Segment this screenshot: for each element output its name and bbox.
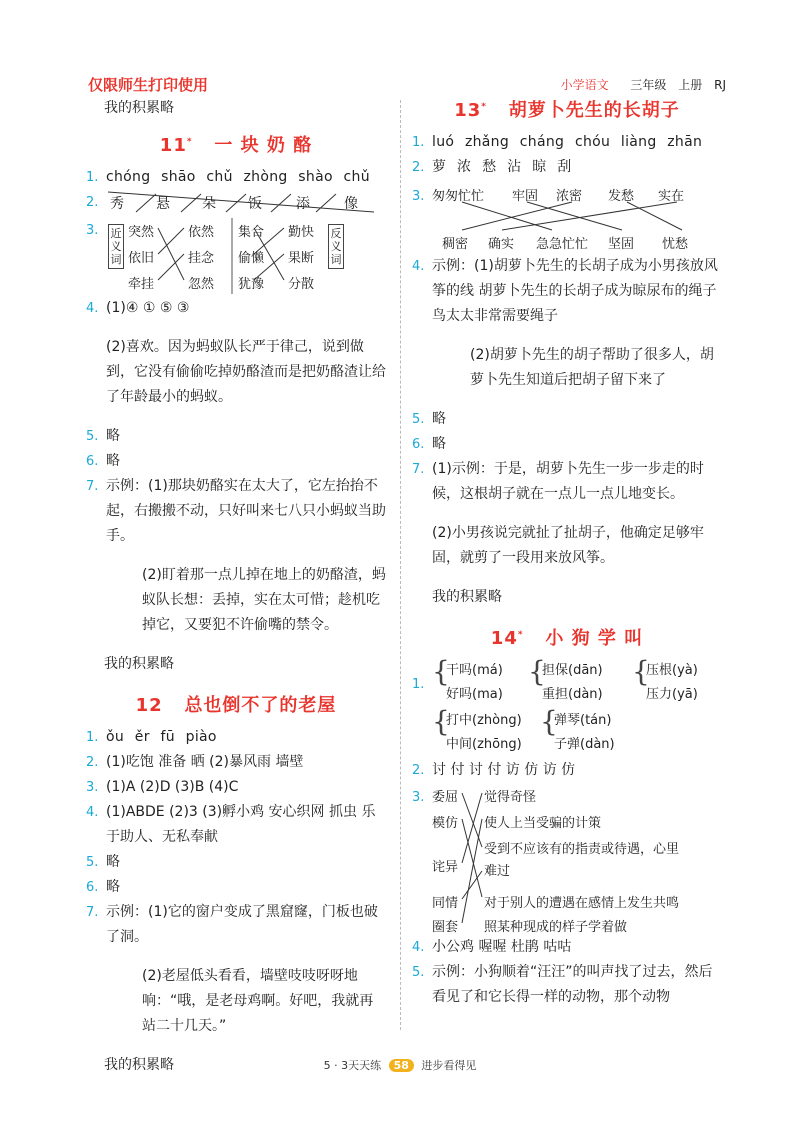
s11-end: 我的积累略 [104,656,174,672]
section-13-title: 13* 胡萝卜先生的长胡子 [454,100,680,121]
column-divider [400,100,401,1030]
edition-label: RJ [714,78,726,92]
char: 像 [344,196,358,212]
s13-end: 我的积累略 [432,589,502,605]
s11-q5: 5. 略 [86,428,120,444]
s11-q1: 1. chóng shāo chǔ zhòng shào chǔ [86,169,370,185]
s12-q4: 4. (1)ABDE (2)3 (3)孵小鸡 安心织网 抓虫 乐于助人、无私奉献 [86,804,376,845]
s14-q5: 5. 示例：小狗顺着“汪汪”的叫声找了过去，然后看见了和它长得一样的动物，那个动物 [412,964,713,1005]
print-restriction-label: 仅限师生打印使用 [88,76,209,94]
s11-q2: 2. 秀 悬 朵 饭 添 像 [86,190,386,216]
brace: { [528,655,546,688]
s12-q1: 1. ǒu ěr fū piào [86,729,217,745]
footer-brand: 5 · 3天天练 [323,1059,382,1072]
s13-q7-2: (2)小男孩说完就扯了扯胡子，他确定足够牢固，就剪了一段用来放风筝。 [432,525,704,566]
s12-q5: 5. 略 [86,854,120,870]
s14-q4: 4. 小公鸡 喔喔 杜鹃 咕咕 [412,939,572,955]
s14-q3: 3. 委屈 模仿 诧异 同情 圈套 觉得奇怪 使人上当受骗的计策 受到不应该有的指责或待遇，心里难过 对于别人的遭遇在感情上发生共鸣 照某种现成的样子学着做 [412,785,722,935]
s13-q3: 3. 匆匆忙忙 牢固 浓密 发愁 实在 稠密 确实 急急忙忙 坚固 忧愁 [412,184,722,254]
char: 悬 [156,196,170,212]
footer [0,1057,800,1073]
brace: { [432,705,450,738]
s12-q3: 3. (1)A (2)D (3)B (4)C [86,779,239,795]
s11-q6: 6. 略 [86,453,120,469]
volume-label: 上册 [678,78,703,92]
s13-q2: 2. 萝 浓 愁 沾 晾 刮 [412,159,572,175]
top-note: 我的积累略 [104,100,174,116]
section-11-title: 11* 一 块 奶 酪 [159,135,313,156]
s14-q2: 2. 讨 付 讨 付 访 仿 访 仿 [412,762,576,778]
s13-q6: 6. 略 [412,436,446,452]
s11-q7: 7. 示例：(1)那块奶酪实在太大了，它左抬抬不起，右搬搬不动，只好叫来七八只小蚂蚁当助手。 [86,478,386,544]
subject-label: 小学语文 [560,78,609,92]
s11-q3: 3. 近义词 反义词 突然 依旧 牵挂 依然 挂念 忽然 集合 偷懒 犹豫 勤快 果断 分散 [86,218,386,296]
s14-q1: 1. { 干吗(má) 好吗(ma) { 担保(dān) 重担(dàn) { 压根(yà) 压力(yā) { 打中(zhòng) 中间(zhōng) { 弹琴(tán) 子弹(dàn) [412,655,698,752]
s12-end: 我的积累略 [104,1057,174,1073]
s13-q1: 1. luó zhǎng cháng chóu liàng zhān [412,134,703,150]
left-column [86,96,386,1092]
char: 添 [296,196,310,212]
char: 饭 [248,196,262,212]
s11-q2-strikes [106,190,376,214]
footer-slogan: 进步看得见 [421,1059,477,1072]
s12-q7-2: (2)老屋低头看看，墙壁吱吱呀呀地响：“哦，是老母鸡啊。好吧，我就再站二十几天。” [142,968,374,1034]
char: 秀 [110,196,124,212]
grade-label: 三年级 [630,78,667,92]
s12-q7: 7. 示例：(1)它的窗户变成了黑窟窿，门板也破了洞。 [86,904,378,945]
header-meta [553,76,726,93]
brace: { [432,655,450,688]
char: 朵 [202,196,216,212]
antonym-box: 反义词 [328,224,344,269]
section-14-title: 14* 小 狗 学 叫 [490,628,644,649]
s13-q4-2: (2)胡萝卜先生的胡子帮助了很多人，胡萝卜先生知道后把胡子留下来了 [470,347,714,388]
s11-q7-2: (2)盯着那一点儿掉在地上的奶酪渣，蚂蚁队长想：丢掉，实在太可惜；趁机吃掉它，又要犯不许偷嘴的禁令。 [142,567,386,633]
right-column [412,96,722,1010]
synonym-box: 近义词 [108,224,124,269]
s12-q6: 6. 略 [86,879,120,895]
s11-q4: 4. (1)④ ① ⑤ ③ [86,300,190,316]
brace: { [540,705,558,738]
s13-q4: 4. 示例：(1)胡萝卜先生的长胡子成为小男孩放风筝的线 胡萝卜先生的长胡子成为晾尿布的绳子 鸟太太非常需要绳子 [412,258,718,324]
s13-q5: 5. 略 [412,411,446,427]
s13-q7: 7. (1)示例：于是，胡萝卜先生一步一步走的时候，这根胡子就在一点儿一点儿地变长。 [412,461,704,502]
section-12-title: 12 总也倒不了的老屋 [135,695,337,716]
s12-q2: 2. (1)吃饱 准备 晒 (2)暴风雨 墙壁 [86,754,304,770]
s11-q4-2: (2)喜欢。因为蚂蚁队长严于律己，说到做到，它没有偷偷吃掉奶酪渣而是把奶酪渣让给了年龄最小的蚂蚁。 [106,339,386,405]
brace: { [632,655,650,688]
page-number: 58 [389,1059,414,1072]
